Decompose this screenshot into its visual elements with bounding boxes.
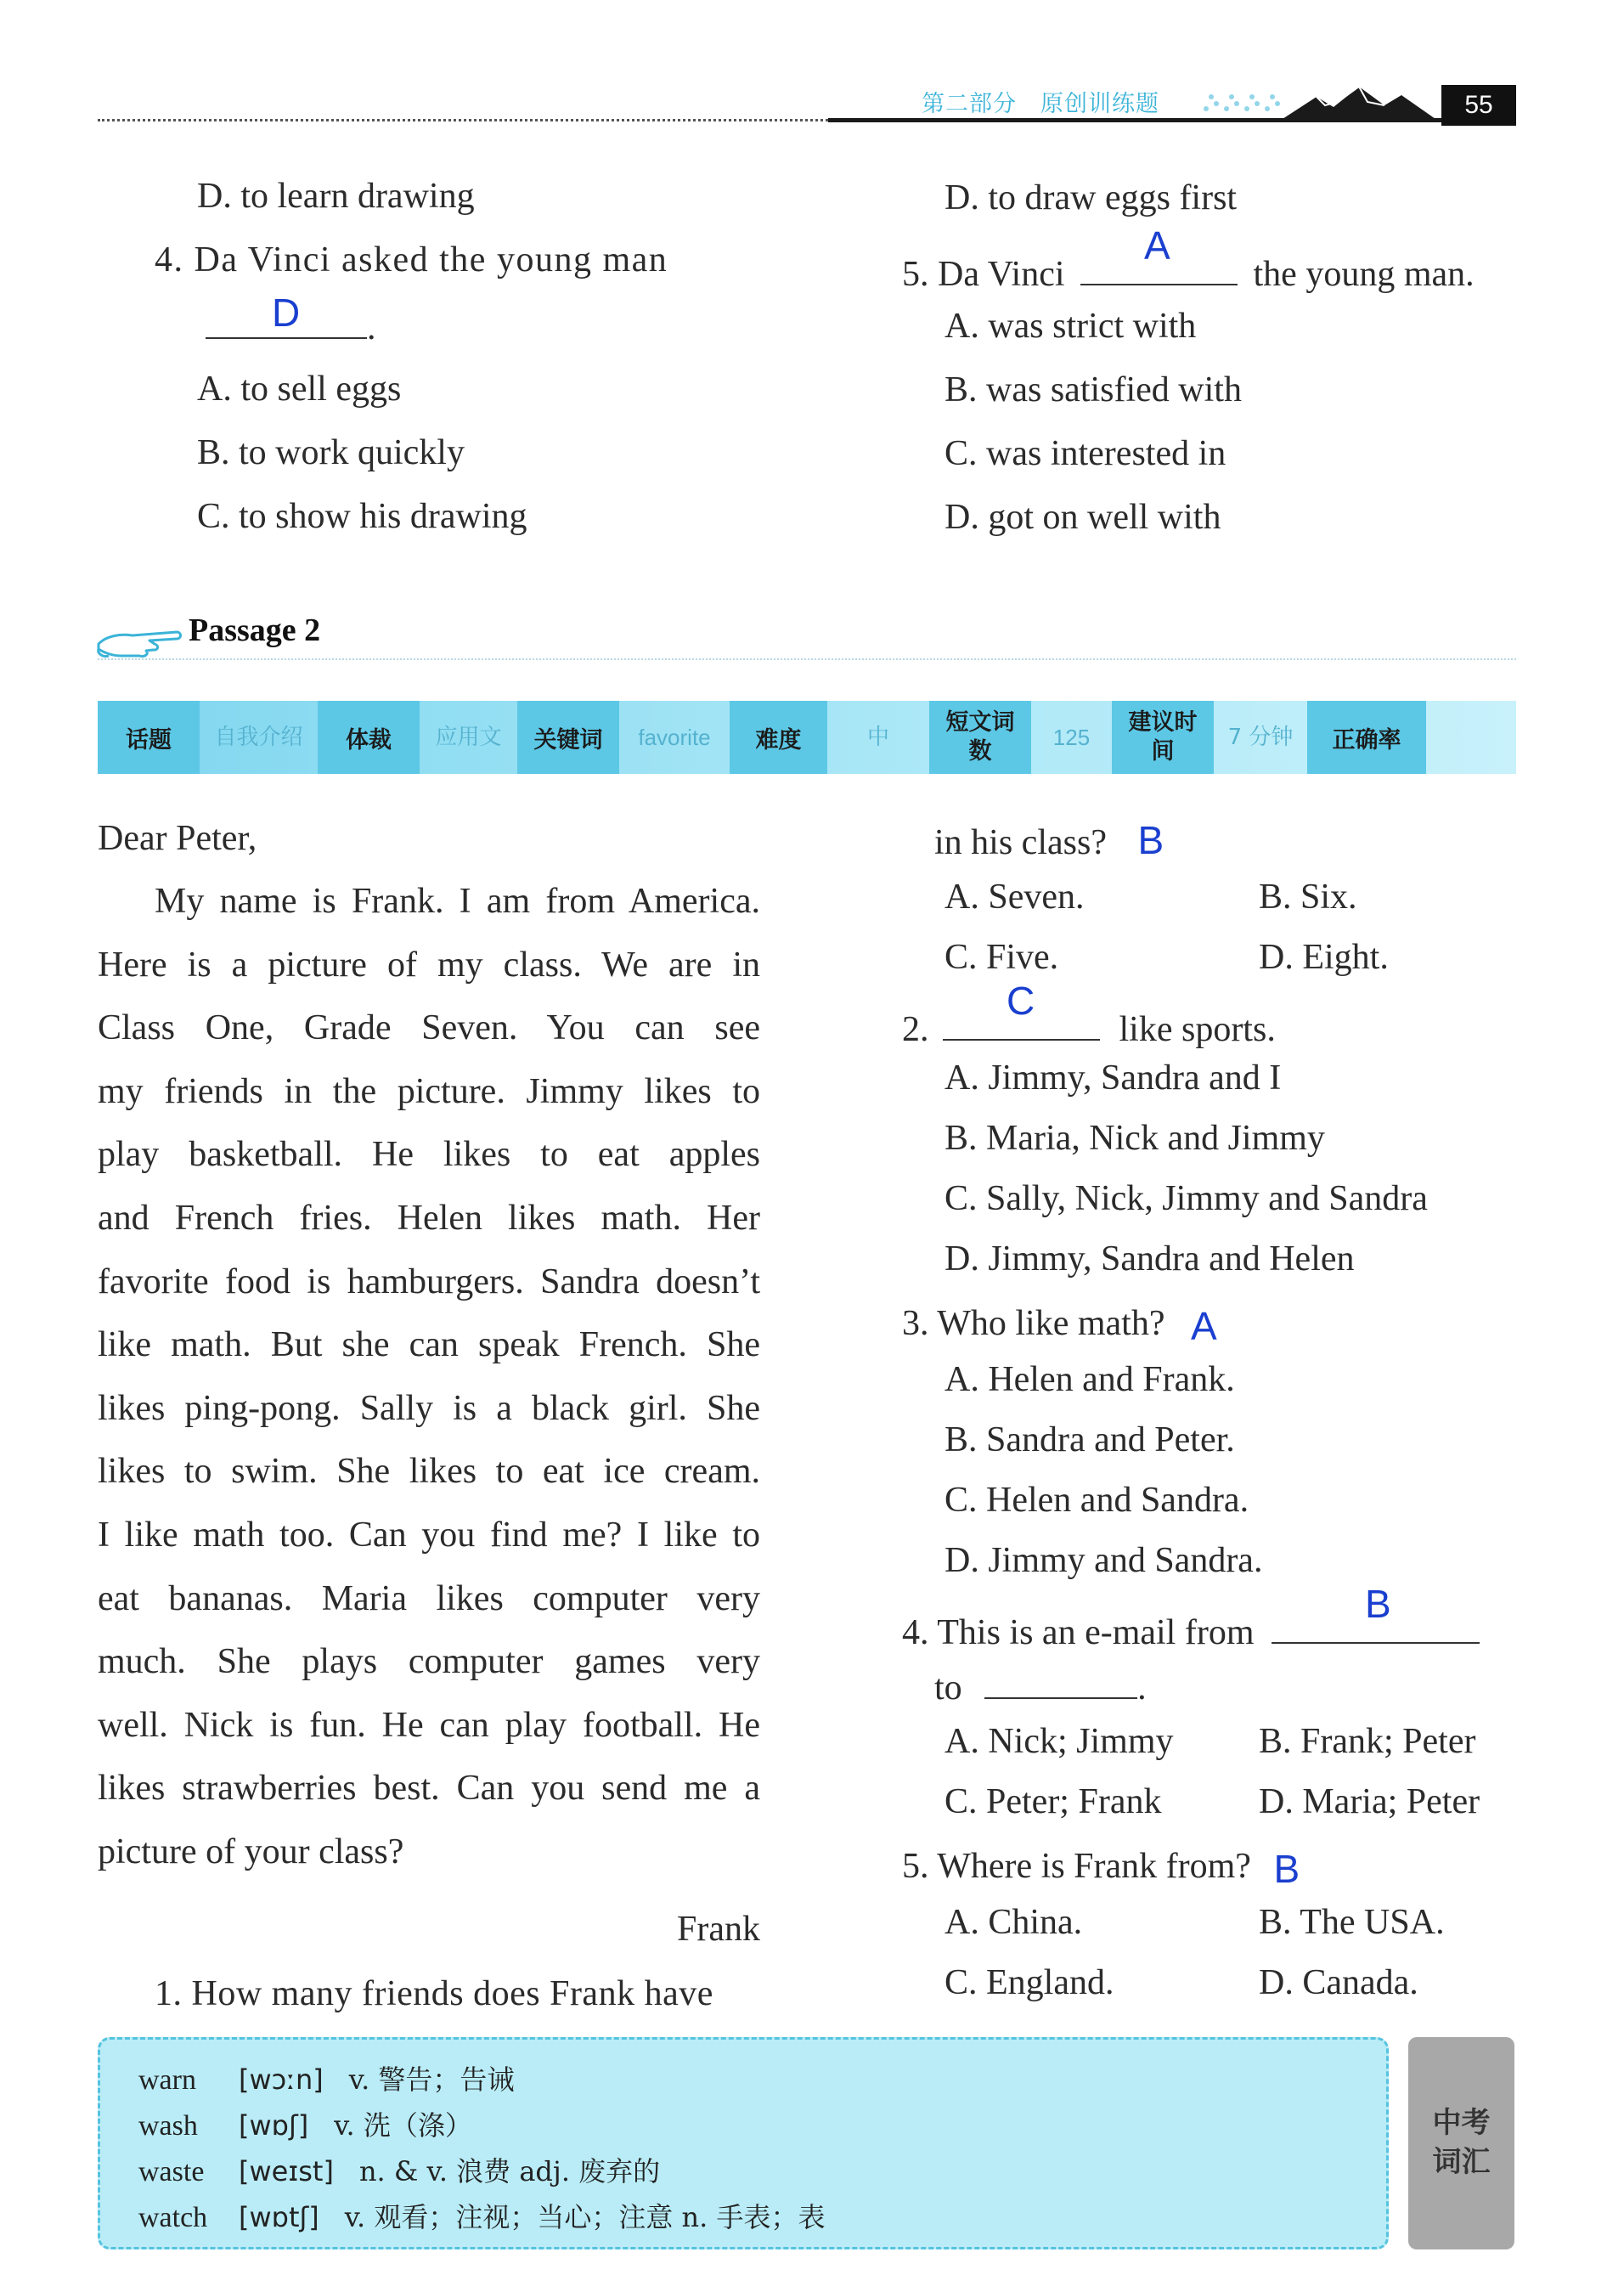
question-4-blank-line <box>206 293 376 346</box>
q5-option-b: B. The USA. <box>1259 1903 1445 1942</box>
q4-option-a: A. Nick; Jimmy <box>945 1722 1174 1761</box>
q2-option-b: B. Maria, Nick and Jimmy <box>945 1119 1325 1158</box>
title-dotted-rule <box>98 658 1516 660</box>
time-value: 7 分钟 <box>1227 724 1294 750</box>
question-3-text: 3. Who like math? <box>902 1304 1165 1343</box>
letter-line: well. Nick is fun. He can play football. He <box>98 1706 760 1745</box>
difficulty-value: 中 <box>866 724 889 750</box>
q1-option-d: D. Eight. <box>1259 938 1389 977</box>
question-3-line <box>902 1301 1217 1348</box>
q3-option-d: D. Jimmy and Sandra. <box>945 1541 1263 1580</box>
difficulty-label: 难度 <box>730 701 827 774</box>
vocab-definition: v. 观看；注视；当心；注意 n. 手表；表 <box>344 2201 826 2233</box>
question-2-number: 2. <box>902 1010 929 1049</box>
option-c-left: C. to show his drawing <box>197 497 527 536</box>
vocab-word: watch <box>138 2202 208 2233</box>
question-4-to-line <box>934 1663 1147 1706</box>
genre-label: 体裁 <box>318 701 420 774</box>
option-d-prev-left: D. to learn drawing <box>197 177 475 216</box>
question-5-line <box>902 223 1475 294</box>
q1-option-a: A. Seven. <box>945 878 1085 917</box>
letter-greeting: Dear Peter, <box>98 819 257 858</box>
question-1-answer: B <box>1137 818 1164 862</box>
question-4-to-end: . <box>1137 1668 1147 1707</box>
q5-option-a: A. China. <box>945 1903 1083 1942</box>
genre-value: 应用文 <box>435 724 502 750</box>
option-d-right: D. got on well with <box>945 498 1221 537</box>
vocab-side-label-1: 中考 <box>1432 2106 1491 2141</box>
option-b-left: B. to work quickly <box>197 433 465 472</box>
option-a-right: A. was strict with <box>945 307 1197 346</box>
letter-line: picture of your class? <box>98 1832 404 1871</box>
vocab-word: waste <box>138 2156 205 2187</box>
vocab-item <box>138 2150 660 2189</box>
q4-option-d: D. Maria; Peter <box>1259 1782 1480 1821</box>
page-number: 55 <box>1441 85 1516 126</box>
q1-option-b: B. Six. <box>1259 878 1357 917</box>
question-5-from-line <box>902 1844 1300 1891</box>
letter-line: likes ping-pong. Sally is a black girl. She <box>98 1389 760 1428</box>
option-b-right: B. was satisfied with <box>945 370 1242 409</box>
vocab-phonetic: [wɒtʃ] <box>239 2201 319 2233</box>
vocab-definition: n. & v. 浪费 adj. 废弃的 <box>358 2155 661 2187</box>
wordcount-label: 短文词数 <box>929 701 1031 774</box>
q5-option-c: C. England. <box>945 1963 1114 2002</box>
vocab-phonetic: [weɪst] <box>239 2155 334 2187</box>
vocab-word: wash <box>138 2110 198 2142</box>
question-5-answer: A <box>1144 223 1170 268</box>
question-5-from-answer: B <box>1273 1847 1300 1891</box>
letter-line: much. She plays computer games very <box>98 1642 760 1681</box>
question-2-answer: C <box>1007 979 1035 1023</box>
letter-line: I like math too. Can you find me? I like to <box>98 1516 760 1555</box>
topic-label: 话题 <box>98 701 200 774</box>
letter-line: and French fries. Helen likes math. Her <box>98 1199 760 1238</box>
question-2-line <box>902 979 1276 1049</box>
letter-line: favorite food is hamburgers. Sandra doesn’t <box>98 1262 760 1301</box>
pointing-hand-icon <box>95 618 184 659</box>
question-4-email-answer: B <box>1364 1582 1391 1626</box>
vocab-item <box>138 2058 514 2097</box>
accuracy-label: 正确率 <box>1307 701 1426 774</box>
letter-line: play basketball. He likes to eat apples <box>98 1135 760 1174</box>
question-2-post: like sports. <box>1119 1010 1276 1049</box>
wordcount-value: 125 <box>1052 724 1091 750</box>
q4-option-b: B. Frank; Peter <box>1259 1722 1476 1761</box>
question-1-continuation <box>934 818 1164 862</box>
q2-option-a: A. Jimmy, Sandra and I <box>945 1058 1282 1098</box>
vocab-word: warn <box>138 2064 196 2096</box>
vocab-definition: v. 警告；告诫 <box>348 2063 515 2096</box>
vocab-side-tab <box>1408 2037 1514 2249</box>
letter-line: likes strawberries best. Can you send me a <box>98 1769 760 1808</box>
option-c-right: C. was interested in <box>945 434 1226 473</box>
passage-info-bar <box>98 701 1516 774</box>
question-4-text: 4. Da Vinci asked the young man <box>155 240 668 279</box>
q3-option-a: A. Helen and Frank. <box>945 1360 1235 1399</box>
time-label: 建议时间 <box>1112 701 1214 774</box>
topic-value: 自我介绍 <box>214 724 303 750</box>
option-d-prev-right: D. to draw eggs first <box>945 178 1238 217</box>
vocab-phonetic: [wɒʃ] <box>239 2109 309 2142</box>
letter-line: Class One, Grade Seven. You can see <box>98 1008 760 1047</box>
option-a-left: A. to sell eggs <box>197 370 402 409</box>
vocabulary-box <box>98 2037 1389 2249</box>
question-1-text-b: in his class? <box>934 823 1107 862</box>
letter-line: like math. But she can speak French. She <box>98 1325 760 1364</box>
passage-2-title: Passage 2 <box>189 612 321 648</box>
vocab-phonetic: [wɔːn] <box>239 2063 324 2096</box>
question-4-end: . <box>367 308 376 347</box>
question-5-pre: 5. Da Vinci <box>902 255 1065 294</box>
q3-option-c: C. Helen and Sandra. <box>945 1481 1249 1520</box>
letter-line: My name is Frank. I am from America. <box>155 882 760 921</box>
mountain-icon <box>1189 82 1444 122</box>
q4-option-c: C. Peter; Frank <box>945 1782 1162 1821</box>
q5-option-d: D. Canada. <box>1259 1963 1418 2002</box>
question-4-to: to <box>934 1668 962 1707</box>
q2-option-d: D. Jimmy, Sandra and Helen <box>945 1239 1355 1278</box>
keyword-label: 关键词 <box>517 701 619 774</box>
letter-line: likes to swim. She likes to eat ice cream. <box>98 1452 760 1491</box>
question-5-from-text: 5. Where is Frank from? <box>902 1847 1251 1886</box>
vocab-item <box>138 2104 472 2143</box>
question-5-post: the young man. <box>1253 255 1475 294</box>
question-3-answer: A <box>1190 1304 1217 1348</box>
header-dotted-rule <box>98 119 828 121</box>
vocab-definition: v. 洗（涤） <box>334 2109 472 2142</box>
accuracy-value <box>1426 701 1516 774</box>
vocab-item <box>138 2196 826 2235</box>
header-section-title: 第二部分 原创训练题 <box>922 91 1159 117</box>
question-4-line <box>902 1582 1480 1652</box>
q1-option-c: C. Five. <box>945 938 1059 977</box>
vocab-side-label-2: 词汇 <box>1432 2145 1491 2179</box>
question-1-text: 1. How many friends does Frank have <box>155 1974 713 2013</box>
letter-signature: Frank <box>677 1910 760 1949</box>
letter-line: my friends in the picture. Jimmy likes to <box>98 1072 760 1111</box>
question-4-answer: D <box>272 291 301 335</box>
letter-line: Here is a picture of my class. We are in <box>98 945 760 985</box>
question-4-email-text: 4. This is an e-mail from <box>902 1613 1255 1652</box>
letter-line: eat bananas. Maria likes computer very <box>98 1579 760 1618</box>
q3-option-b: B. Sandra and Peter. <box>945 1420 1235 1459</box>
q2-option-c: C. Sally, Nick, Jimmy and Sandra <box>945 1179 1428 1218</box>
keyword-value: favorite <box>638 724 711 750</box>
